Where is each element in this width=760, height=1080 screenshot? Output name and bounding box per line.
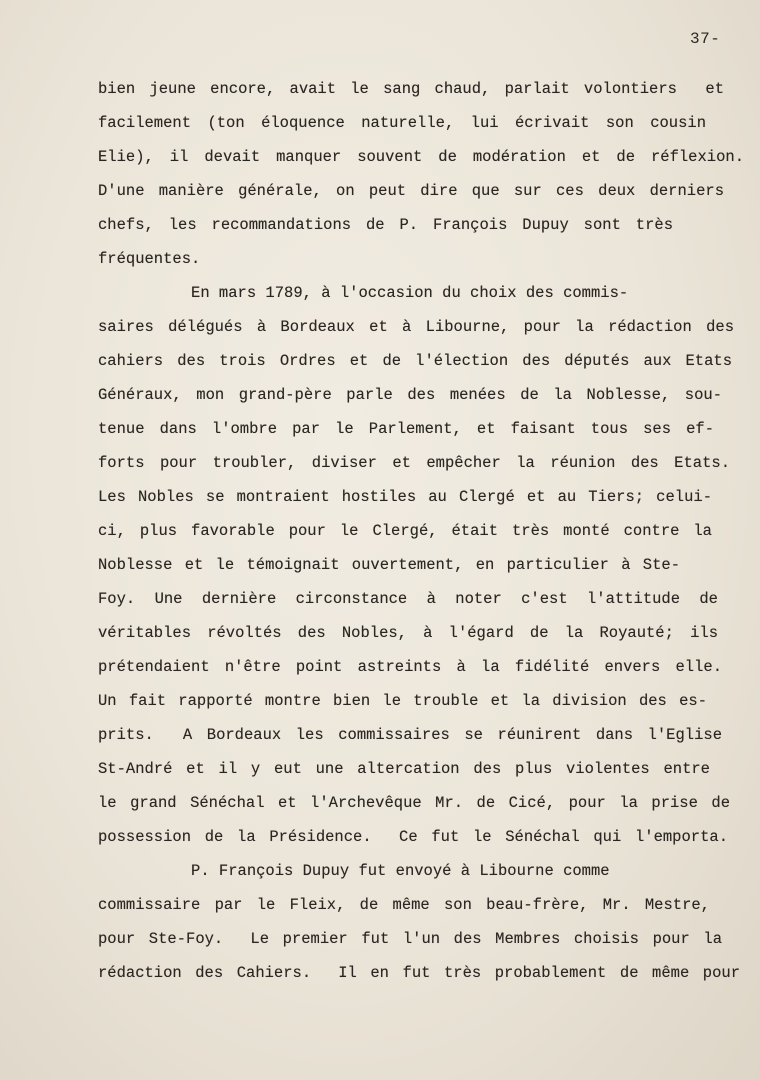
text-line: commissaire par le Fleix, de même son beau-frère, Mr. Mestre, (98, 896, 710, 914)
text-line: Noblesse et le témoignait ouvertement, en particulier à Ste- (98, 556, 680, 574)
text-line: P. François Dupuy fut envoyé à Libourne comme (98, 862, 610, 880)
text-line: tenue dans l'ombre par le Parlement, et faisant tous ses ef- (98, 420, 714, 438)
text-line: rédaction des Cahiers. Il en fut très probablement de même pour (98, 964, 740, 982)
text-line: Foy. Une dernière circonstance à noter c'est l'attitude de (98, 590, 718, 608)
text-line: bien jeune encore, avait le sang chaud, parlait volontiers et (98, 80, 724, 98)
text-line: facilement (ton éloquence naturelle, lui écrivait son cousin (98, 114, 706, 132)
text-line: ci, plus favorable pour le Clergé, était très monté contre la (98, 522, 712, 540)
text-line: prits. A Bordeaux les commissaires se réunirent dans l'Eglise (98, 726, 722, 744)
text-line: cahiers des trois Ordres et de l'élection des députés aux Etats (98, 352, 732, 370)
text-line: forts pour troubler, diviser et empêcher la réunion des Etats. (98, 454, 730, 472)
text-line: Généraux, mon grand-père parle des menées de la Noblesse, sou- (98, 386, 722, 404)
page-number: 37- (690, 30, 721, 48)
text-line: le grand Sénéchal et l'Archevêque Mr. de Cicé, pour la prise de (98, 794, 730, 812)
text-line: prétendaient n'être point astreints à la fidélité envers elle. (98, 658, 722, 676)
text-line: pour Ste-Foy. Le premier fut l'un des Membres choisis pour la (98, 930, 722, 948)
body-text (0, 72, 760, 990)
text-line: chefs, les recommandations de P. François Dupuy sont très (98, 216, 673, 234)
text-line: En mars 1789, à l'occasion du choix des commis- (98, 284, 629, 302)
text-line: véritables révoltés des Nobles, à l'égard de la Royauté; ils (98, 624, 718, 642)
text-line: St-André et il y eut une altercation des plus violentes entre (98, 760, 710, 778)
text-line: saires délégués à Bordeaux et à Libourne, pour la rédaction des (98, 318, 734, 336)
text-line: possession de la Présidence. Ce fut le Sénéchal qui l'emporta. (98, 828, 728, 846)
text-line: Les Nobles se montraient hostiles au Clergé et au Tiers; celui- (98, 488, 712, 506)
text-line: fréquentes. (98, 250, 201, 268)
text-line: D'une manière générale, on peut dire que sur ces deux derniers (98, 182, 724, 200)
text-line: Un fait rapporté montre bien le trouble et la division des es- (98, 692, 707, 710)
text-line: Elie), il devait manquer souvent de modération et de réflexion. (98, 148, 744, 166)
